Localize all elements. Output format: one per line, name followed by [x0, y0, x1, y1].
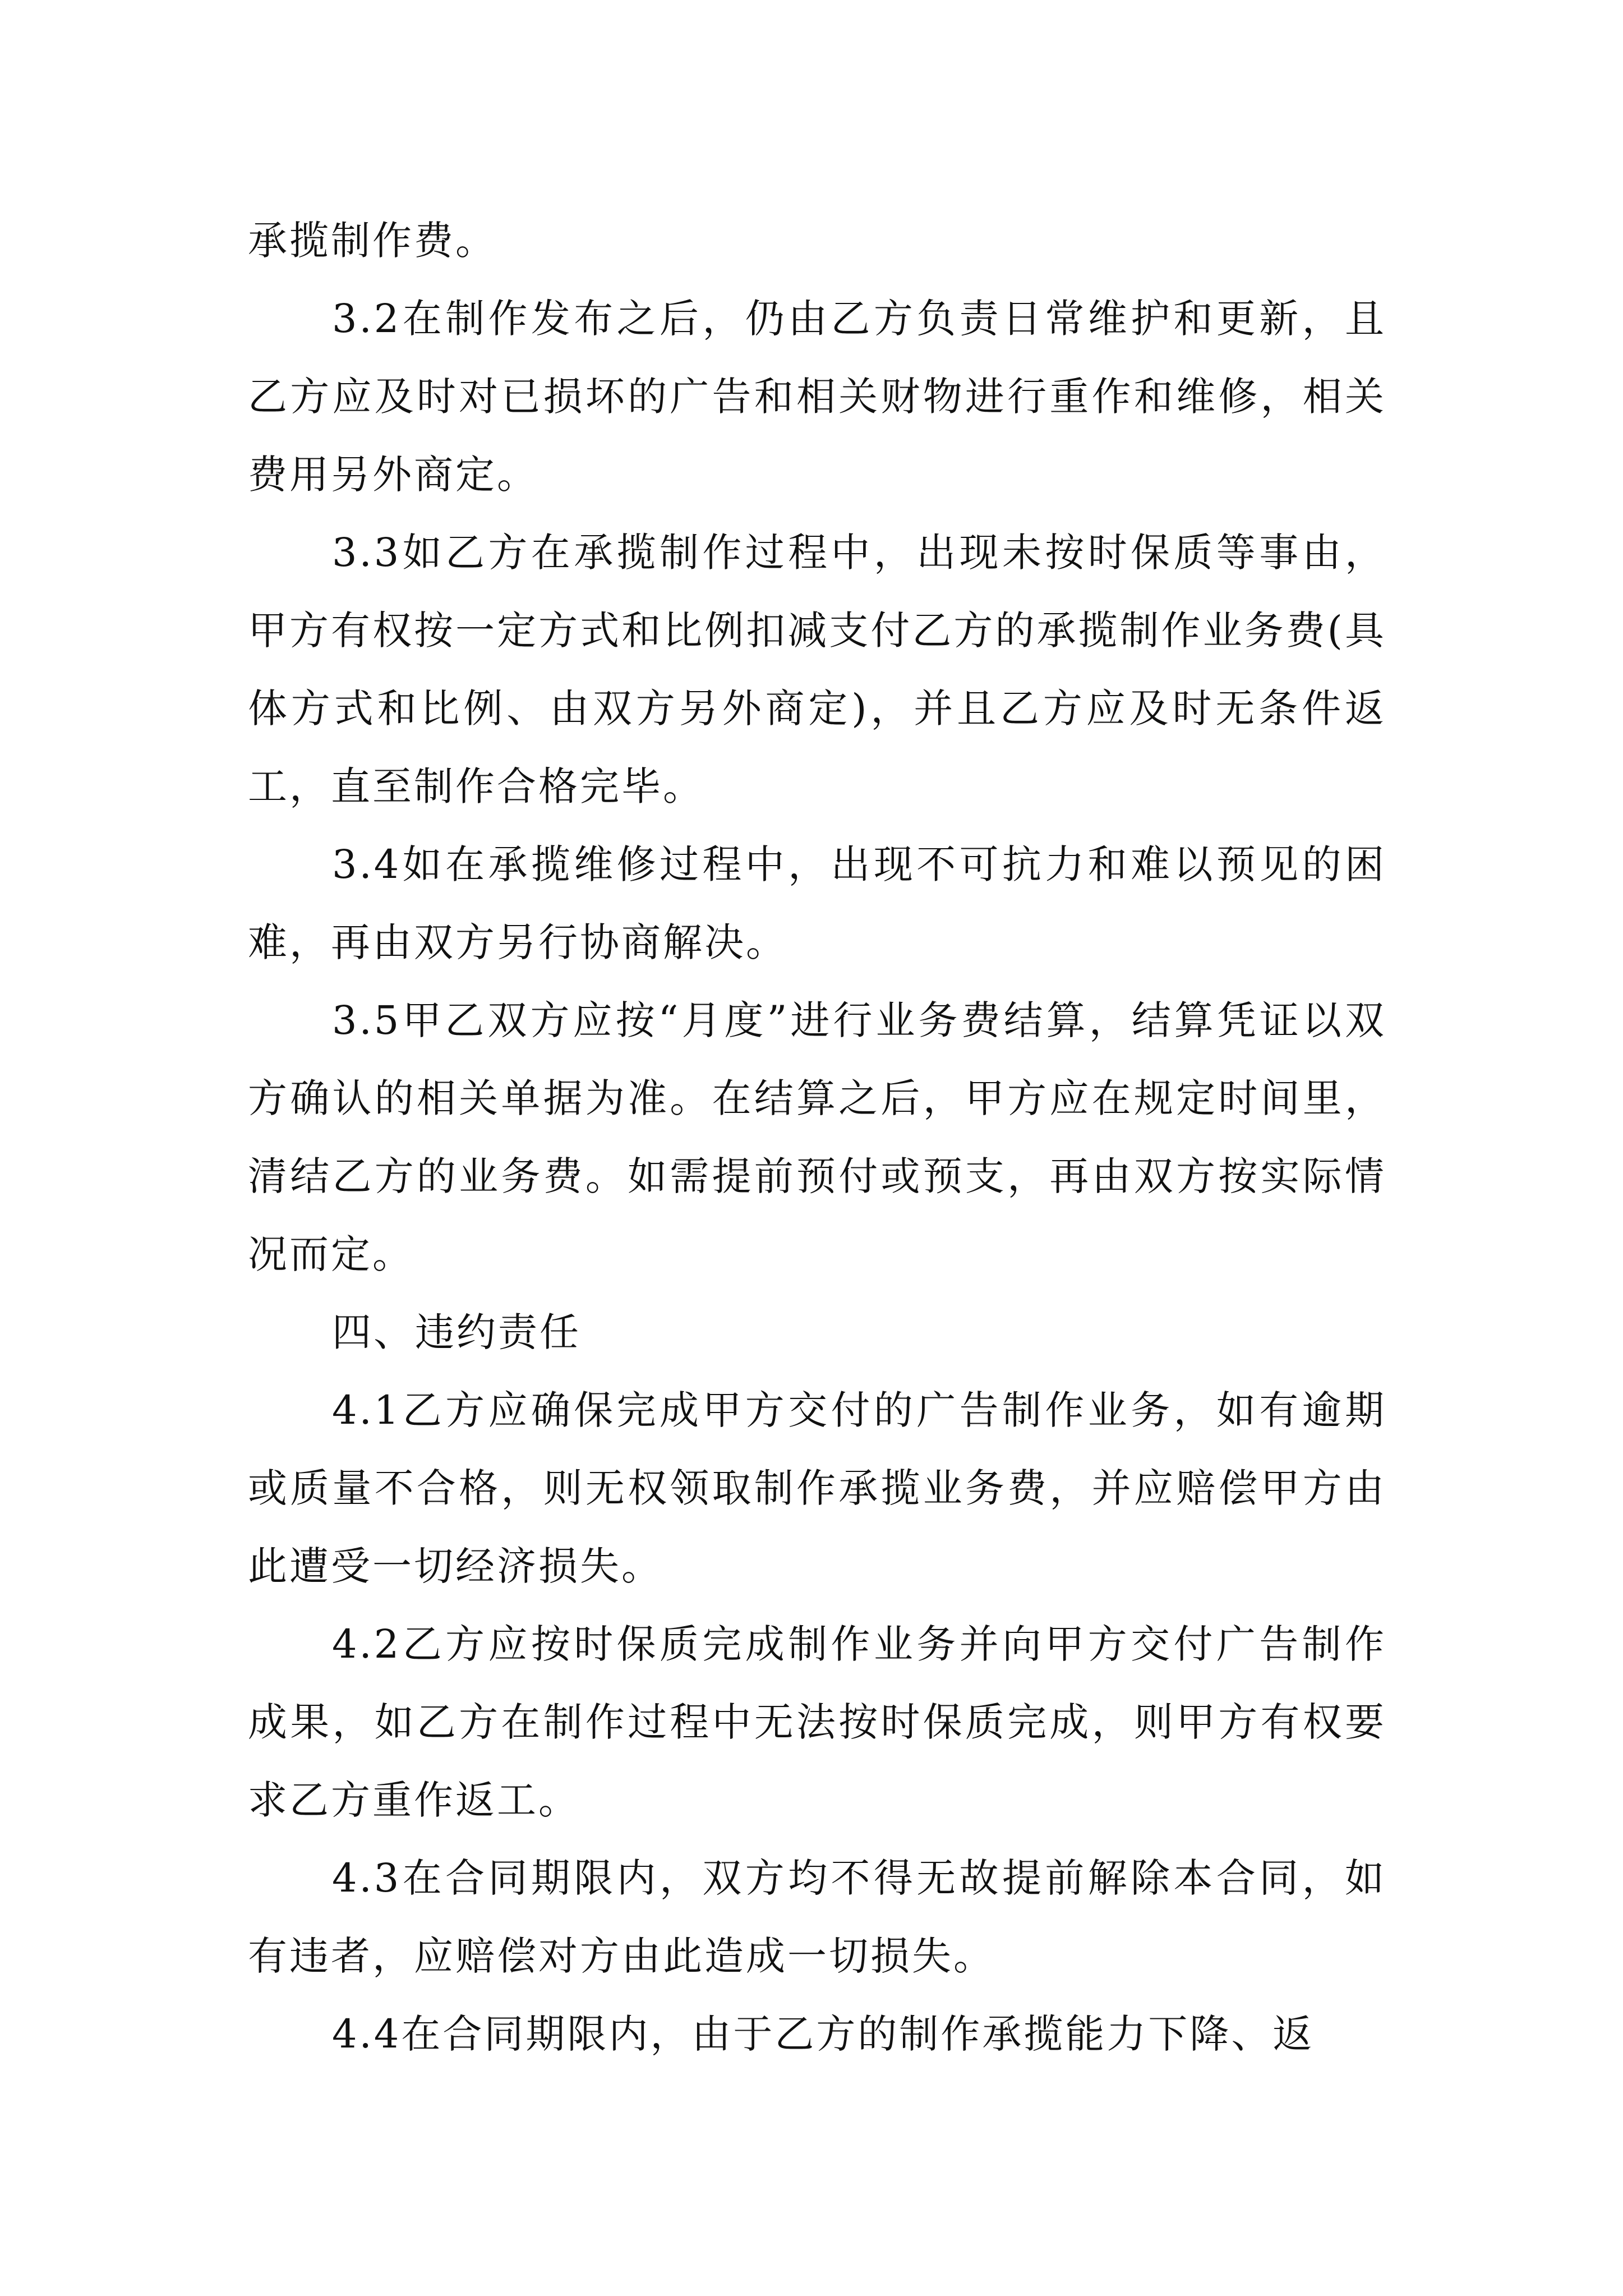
section-heading-breach: 四、违约责任: [332, 1309, 581, 1355]
paragraph-3-4: 3.4如在承揽维修过程中，出现不可抗力和难以预见的困难，再由双方另行协商解决。: [248, 841, 1386, 965]
paragraph-4-1: 4.1乙方应确保完成甲方交付的广告制作业务，如有逾期或质量不合格，则无权领取制作承揽业务费，并应赔偿甲方由此遭受一切经济损失。: [248, 1387, 1386, 1589]
paragraph-continuation: 承揽制作费。: [248, 218, 497, 264]
paragraph-4-2: 4.2乙方应按时保质完成制作业务并向甲方交付广告制作成果，如乙方在制作过程中无法按时保质完成，则甲方有权要求乙方重作返工。: [248, 1621, 1386, 1823]
paragraph-3-2: 3.2在制作发布之后，仍由乙方负责日常维护和更新，且乙方应及时对已损坏的广告和相关财物进行重作和维修，相关费用另外商定。: [248, 296, 1386, 498]
paragraph-3-3: 3.3如乙方在承揽制作过程中，出现未按时保质等事由，甲方有权按一定方式和比例扣减支付乙方的承揽制作业务费(具体方式和比例、由双方另外商定)，并且乙方应及时无条件返工，直至制作合格完毕。: [248, 530, 1386, 809]
paragraph-4-4: 4.4在合同期限内，由于乙方的制作承揽能力下降、返: [332, 2011, 1315, 2057]
paragraph-3-5: 3.5甲乙双方应按“月度”进行业务费结算，结算凭证以双方确认的相关单据为准。在结算之后，甲方应在规定时间里，清结乙方的业务费。如需提前预付或预支，再由双方按实际情况而定。: [248, 997, 1386, 1277]
paragraph-4-3: 4.3在合同期限内，双方均不得无故提前解除本合同，如有违者，应赔偿对方由此造成一切损失。: [248, 1855, 1386, 1979]
document-body: [248, 202, 1386, 2073]
